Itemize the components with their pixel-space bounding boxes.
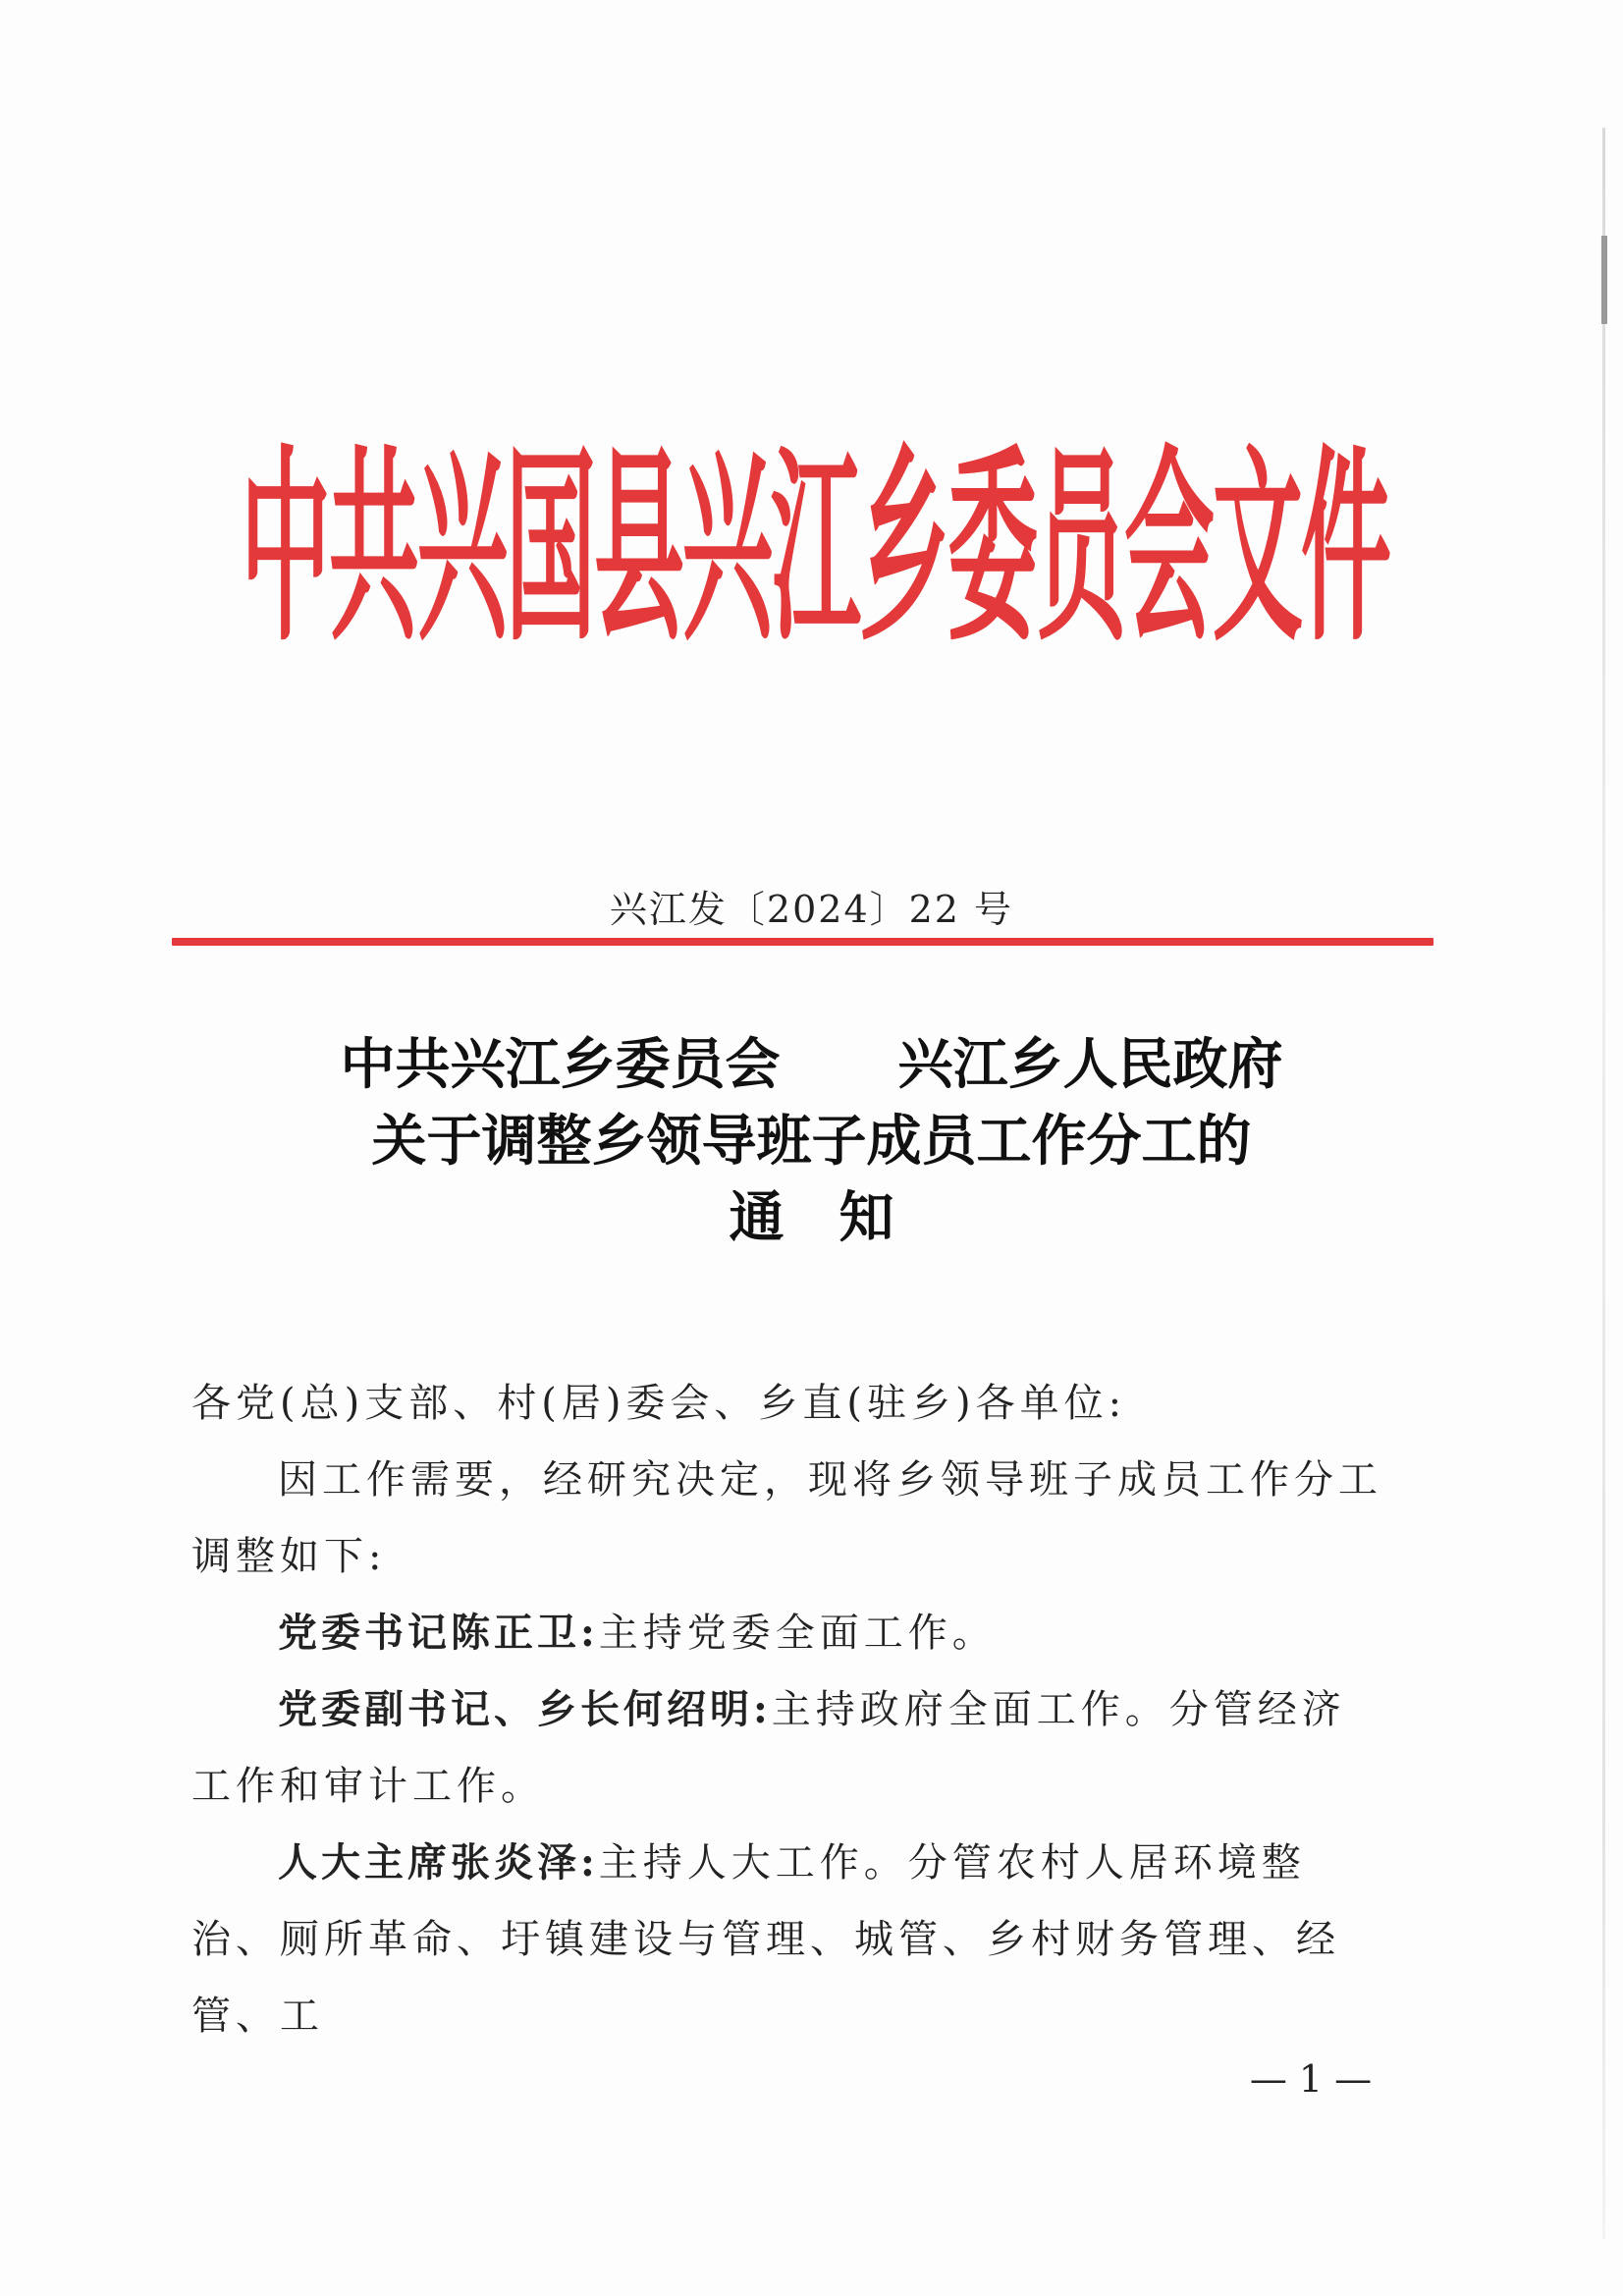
page-number: — 1 —: [1249, 2057, 1373, 2101]
assignment-text: 主持党委全面工作。: [598, 1611, 997, 1656]
assignment-lead: 人大主席张炎泽:: [278, 1839, 599, 1886]
document-masthead: 中共兴国县兴江乡委员会文件: [240, 427, 1389, 670]
document-number: 兴江发〔2024〕22 号: [609, 888, 1014, 931]
issuer-party-committee: 中共兴江乡委员会: [340, 1032, 781, 1097]
salutation: 各党(总)支部、村(居)委会、乡直(驻乡)各单位:: [191, 1381, 1127, 1426]
assignment-lead: 党委书记陈正卫:: [278, 1610, 599, 1656]
red-separator-line: [172, 938, 1434, 946]
assignment-paragraph: [191, 1825, 1384, 2054]
assignment-lead: 党委副书记、乡长何绍明:: [278, 1686, 772, 1732]
heading-line-notice: 通 知: [729, 1185, 894, 1250]
document-body: [191, 1365, 1384, 2054]
issuer-government: 兴江乡人民政府: [897, 1032, 1283, 1097]
heading-line-issuers: [0, 1021, 1623, 1100]
assignment-text: 主持政府全面工作。分管经济工作和审计工作。: [191, 1687, 1346, 1809]
assignment-text: 主持人大工作。分管农村人居环境整治、厕所革命、圩镇建设与管理、城管、乡村财务管理、经管、工: [191, 1840, 1340, 2039]
assignment-paragraph: [191, 1671, 1384, 1825]
scan-edge-mark: [1601, 236, 1607, 324]
assignment-paragraph: [191, 1595, 1384, 1671]
heading-line-subject: 关于调整乡领导班子成员工作分工的: [371, 1109, 1252, 1174]
intro-paragraph: 因工作需要，经研究决定，现将乡领导班子成员工作分工调整如下:: [191, 1457, 1382, 1579]
